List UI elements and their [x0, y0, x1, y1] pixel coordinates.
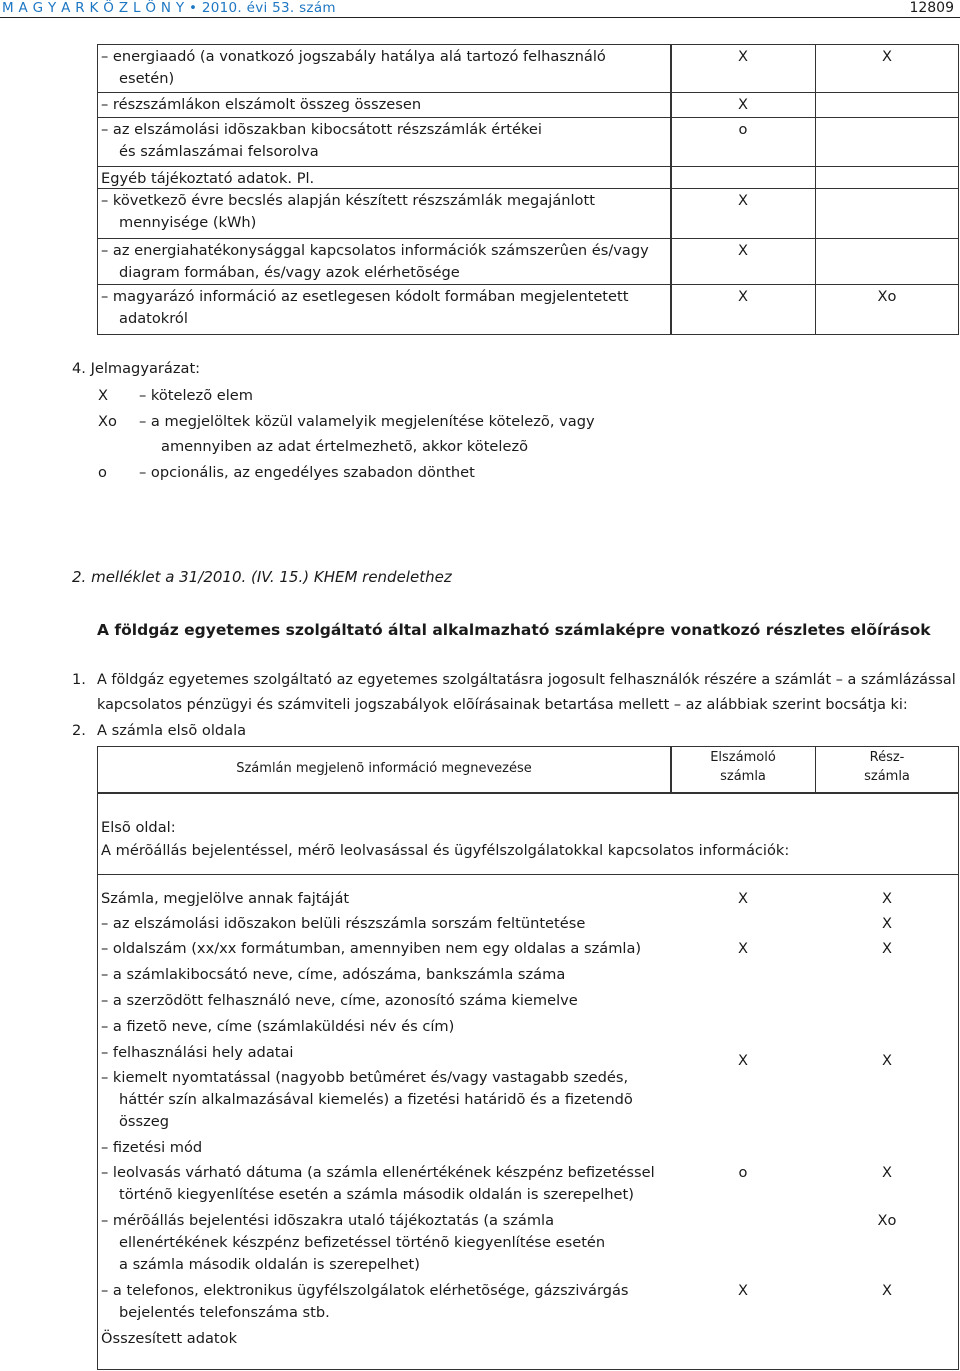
mark-col1: X	[738, 96, 748, 113]
mark-col1: X	[738, 1052, 748, 1069]
first-page-heading: A mérõállás bejelentéssel, mérõ leolvasással és ügyfélszolgálatokkal kapcsolatos információk:	[101, 842, 790, 859]
row-text: – a számlakibocsátó neve, címe, adószáma, bankszámla száma	[101, 966, 566, 983]
mark-col2: Xo	[877, 288, 897, 305]
table-cell-col2	[815, 117, 959, 167]
mark-col1: X	[738, 192, 748, 209]
mark-col1: o	[738, 121, 748, 138]
mark-col2: X	[882, 1052, 892, 1069]
row-text: – oldalszám (xx/xx formátumban, amennyiben nem egy oldalas a számla)	[101, 940, 642, 957]
header-col-name: Számlán megjelenõ információ megnevezése	[236, 761, 532, 776]
table-cell-col2	[815, 188, 959, 239]
row-text: a számla második oldalán is szerepelhet)	[119, 1256, 420, 1273]
row-text: – energiaadó (a vonatkozó jogszabály hatálya alá tartozó felhasználó	[101, 48, 606, 65]
row-text: – mérõállás bejelentési idõszakra utaló tájékoztatás (a számla	[101, 1212, 555, 1229]
mark-col2: Xo	[877, 1212, 897, 1229]
table-cell-col2	[815, 238, 959, 285]
annex-title: 2. melléklet a 31/2010. (IV. 15.) KHEM rendelethez	[72, 568, 452, 586]
main-title: A földgáz egyetemes szolgáltató által alkalmazható számlaképre vonatkozó részletes elõírások	[97, 621, 931, 639]
mark-col2: X	[882, 940, 892, 957]
first-page-heading: Elsõ oldal:	[101, 819, 176, 836]
header-col-settlement: Elszámoló	[710, 750, 776, 765]
table-cell-col2	[815, 166, 959, 189]
legend-text: – a megjelöltek közül valamelyik megjelenítése kötelezõ, vagy	[139, 413, 595, 430]
row-text: – részszámlákon elszámolt összeg összesen	[101, 96, 422, 113]
row-text: – a szerzõdött felhasználó neve, címe, azonosító száma kiemelve	[101, 992, 578, 1009]
invoice-first-page-table	[97, 746, 959, 1371]
row-text: – felhasználási hely adatai	[101, 1044, 294, 1061]
legend-title: 4. Jelmagyarázat:	[72, 360, 201, 377]
header-col-partial: Rész-	[869, 750, 905, 765]
para-line: A földgáz egyetemes szolgáltató az egyetemes szolgáltatásra jogosult felhasználók részére a számlát – a számlázással	[97, 672, 956, 688]
legend-symbol: o	[98, 464, 107, 481]
page-header	[0, 0, 960, 18]
mark-col1: X	[738, 48, 748, 65]
row-text: diagram formában, és/vagy azok elérhetõsége	[119, 264, 460, 281]
table-cell-col2	[815, 92, 959, 118]
journal-title: M A G Y A R K Ö Z L Ö N Y • 2010. évi 53. szám	[2, 0, 336, 16]
row-text: ellenértékének készpénz befizetéssel történõ kiegyenlítése esetén	[119, 1234, 606, 1251]
row-text: adatokról	[119, 310, 188, 327]
row-text: háttér szín alkalmazásával kiemelés) a fizetési határidõ és a fizetendõ	[119, 1091, 633, 1108]
mark-col2: X	[882, 1282, 892, 1299]
row-text: Összesített adatok	[101, 1330, 238, 1347]
mark-col1: o	[738, 1164, 748, 1181]
mark-col1: X	[738, 940, 748, 957]
row-text: – következõ évre becslés alapján készített részszámlák megajánlott	[101, 192, 595, 209]
table-divider	[97, 874, 959, 875]
legend-table-continuation	[97, 44, 959, 334]
header-rule	[0, 17, 960, 18]
para-text: A számla elsõ oldala	[97, 722, 247, 739]
para-line: kapcsolatos pénzügyi és számviteli jogszabályok elõírásainak betartása mellett – az alábbiak szerint bocsátja ki:	[97, 697, 908, 713]
legend-symbol: Xo	[98, 413, 117, 430]
para-number: 1.	[72, 671, 86, 688]
row-text: Számla, megjelölve annak fajtáját	[101, 890, 350, 907]
row-text: – az elszámolási idõszakon belüli részszámla sorszám feltüntetése	[101, 915, 586, 932]
row-text: és számlaszámai felsorolva	[119, 143, 319, 160]
mark-col2: X	[882, 1164, 892, 1181]
row-text: – fizetési mód	[101, 1139, 203, 1156]
row-text: összeg	[119, 1113, 170, 1130]
legend-text: amennyiben az adat értelmezhetõ, akkor kötelezõ	[161, 438, 529, 455]
para-number: 2.	[72, 722, 86, 739]
row-text: – magyarázó információ az esetlegesen kódolt formában megjelentetett	[101, 288, 629, 305]
row-text: Egyéb tájékoztató adatok. Pl.	[101, 170, 315, 187]
row-text: bejelentés telefonszáma stb.	[119, 1304, 330, 1321]
row-text: – a fizetõ neve, címe (számlaküldési név és cím)	[101, 1018, 455, 1035]
row-text: történõ kiegyenlítése esetén a számla második oldalán is szerepelhet)	[119, 1186, 634, 1203]
table-cell-col1	[671, 166, 816, 189]
mark-col2: X	[882, 890, 892, 907]
legend-text: – opcionális, az engedélyes szabadon dönthet	[139, 464, 475, 481]
row-text: – az elszámolási idõszakban kibocsátott részszámlák értékei	[101, 121, 542, 138]
mark-col1: X	[738, 890, 748, 907]
mark-col1: X	[738, 242, 748, 259]
row-text: – a telefonos, elektronikus ügyfélszolgálatok elérhetõsége, gázszivárgás	[101, 1282, 629, 1299]
row-text: – az energiahatékonysággal kapcsolatos információk számszerûen és/vagy	[101, 242, 649, 259]
mark-col2: X	[882, 915, 892, 932]
header-col-settlement: számla	[720, 769, 766, 784]
legend-text: – kötelezõ elem	[139, 387, 253, 404]
mark-col1: X	[738, 288, 748, 305]
row-text: – leolvasás várható dátuma (a számla ellenértékének készpénz befizetéssel	[101, 1164, 655, 1181]
header-col-partial: számla	[864, 769, 910, 784]
legend-symbol: X	[98, 387, 108, 404]
mark-col2: X	[882, 48, 892, 65]
row-text: – kiemelt nyomtatással (nagyobb betûméret és/vagy vastagabb szedés,	[101, 1069, 629, 1086]
mark-col1: X	[738, 1282, 748, 1299]
row-text: mennyisége (kWh)	[119, 214, 257, 231]
page-number: 12809	[909, 0, 954, 16]
row-text: esetén)	[119, 70, 175, 87]
